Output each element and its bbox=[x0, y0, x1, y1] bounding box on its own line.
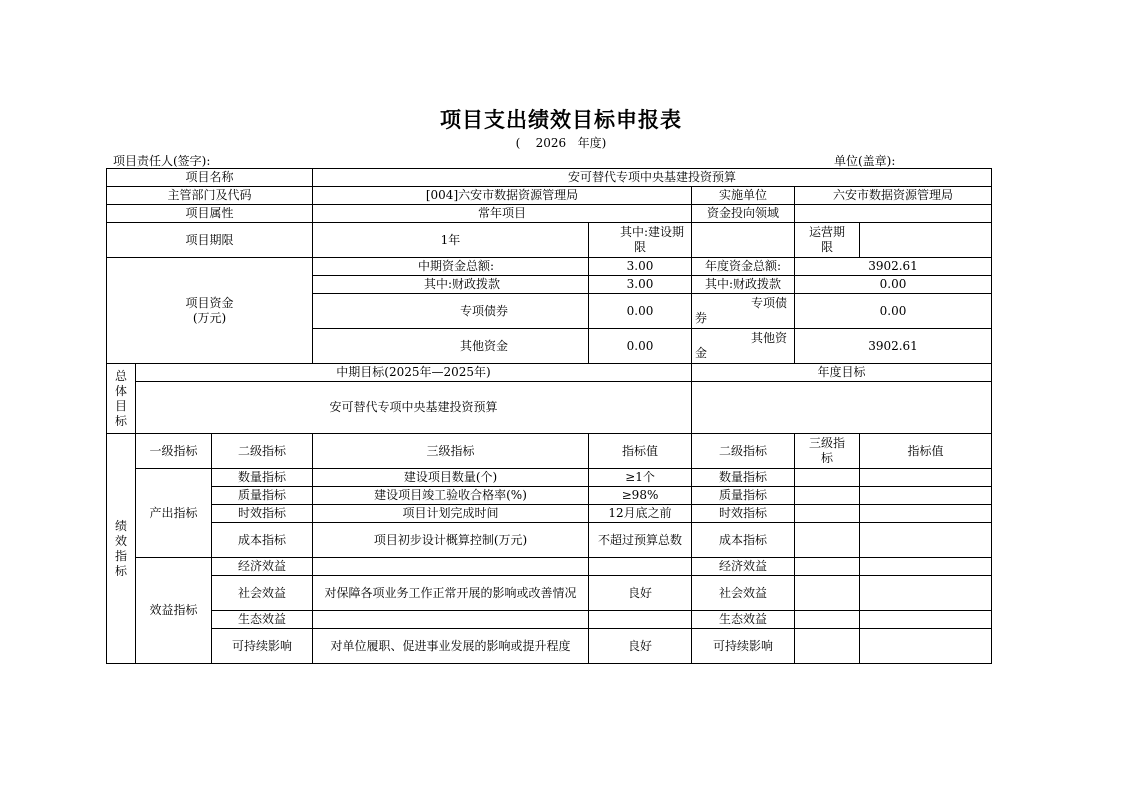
year-bond-value: 0.00 bbox=[795, 294, 992, 329]
level2-cell: 质量指标 bbox=[212, 487, 313, 505]
level2-year-cell: 社会效益 bbox=[692, 576, 795, 611]
level3-cell: 建设项目数量(个) bbox=[313, 469, 589, 487]
impl-value: 六安市数据资源管理局 bbox=[795, 187, 992, 205]
page-title: 项目支出绩效目标申报表 bbox=[440, 107, 682, 132]
attr-value: 常年项目 bbox=[313, 205, 692, 223]
level3-year-cell bbox=[795, 523, 860, 558]
year-suffix: 年度) bbox=[577, 136, 607, 150]
table-row bbox=[107, 629, 992, 664]
ops-period-label: 运营期 限 bbox=[795, 223, 860, 258]
mid-other-label: 其他资金 bbox=[313, 329, 589, 364]
year-goal-text bbox=[692, 382, 992, 434]
level2-year-cell: 时效指标 bbox=[692, 505, 795, 523]
value-cell: 不超过预算总数 bbox=[589, 523, 692, 558]
year-total-label: 年度资金总额: bbox=[692, 258, 795, 276]
value-year-cell bbox=[860, 576, 992, 611]
year-other-label: 其他资 金 bbox=[692, 329, 795, 364]
level2-cell: 生态效益 bbox=[212, 611, 313, 629]
level2-year-cell: 成本指标 bbox=[692, 523, 795, 558]
level2-cell: 时效指标 bbox=[212, 505, 313, 523]
value-cell bbox=[589, 558, 692, 576]
col-value-header: 指标值 bbox=[589, 434, 692, 469]
col-level3-year-header: 三级指 标 bbox=[795, 434, 860, 469]
value-cell: 12月底之前 bbox=[589, 505, 692, 523]
table-row bbox=[107, 558, 992, 576]
value-cell: ≥98% bbox=[589, 487, 692, 505]
dept-value: [004]六安市数据资源管理局 bbox=[313, 187, 692, 205]
funds-label: 项目资金 (万元) bbox=[107, 258, 313, 364]
level2-year-cell: 可持续影响 bbox=[692, 629, 795, 664]
attr-label: 项目属性 bbox=[107, 205, 313, 223]
level3-year-cell bbox=[795, 505, 860, 523]
value-year-cell bbox=[860, 558, 992, 576]
level3-year-cell bbox=[795, 558, 860, 576]
col-value-year-header: 指标值 bbox=[860, 434, 992, 469]
level2-year-cell: 生态效益 bbox=[692, 611, 795, 629]
value-year-cell bbox=[860, 469, 992, 487]
year-total-value: 3902.61 bbox=[795, 258, 992, 276]
level3-cell bbox=[313, 558, 589, 576]
level3-cell: 对保障各项业务工作正常开展的影响或改善情况 bbox=[313, 576, 589, 611]
overall-goals-label: 总 体 目 标 bbox=[107, 364, 136, 434]
dept-label: 主管部门及代码 bbox=[107, 187, 313, 205]
value-year-cell bbox=[860, 611, 992, 629]
responsible-label: 项目责任人(签字): bbox=[113, 154, 211, 168]
level2-cell: 数量指标 bbox=[212, 469, 313, 487]
level3-year-cell bbox=[795, 576, 860, 611]
mid-goal-header: 中期目标(2025年—2025年) bbox=[136, 364, 692, 382]
value-cell bbox=[589, 611, 692, 629]
build-period-label: 其中:建设期 限 bbox=[589, 223, 692, 258]
direction-label: 资金投向领域 bbox=[692, 205, 795, 223]
col-level3-header: 三级指标 bbox=[313, 434, 589, 469]
mid-fiscal-value: 3.00 bbox=[589, 276, 692, 294]
value-year-cell bbox=[860, 505, 992, 523]
level2-year-cell: 质量指标 bbox=[692, 487, 795, 505]
level2-year-cell: 数量指标 bbox=[692, 469, 795, 487]
performance-table bbox=[106, 168, 992, 664]
col-level2-header: 二级指标 bbox=[212, 434, 313, 469]
value-year-cell bbox=[860, 629, 992, 664]
level2-cell: 社会效益 bbox=[212, 576, 313, 611]
year-value: 2026 bbox=[535, 136, 567, 150]
mid-total-label: 中期资金总额: bbox=[313, 258, 589, 276]
direction-value bbox=[795, 205, 992, 223]
mid-other-value: 0.00 bbox=[589, 329, 692, 364]
build-period-value bbox=[692, 223, 795, 258]
value-cell: 良好 bbox=[589, 576, 692, 611]
performance-indicators-label: 绩 效 指 标 bbox=[107, 434, 136, 664]
mid-goal-text: 安可替代专项中央基建投资预算 bbox=[136, 382, 692, 434]
table-row bbox=[107, 505, 992, 523]
table-row bbox=[107, 523, 992, 558]
table-row bbox=[107, 611, 992, 629]
mid-bond-label: 专项债券 bbox=[313, 294, 589, 329]
level3-cell: 建设项目竣工验收合格率(%) bbox=[313, 487, 589, 505]
level2-cell: 成本指标 bbox=[212, 523, 313, 558]
level3-year-cell bbox=[795, 611, 860, 629]
mid-fiscal-label: 其中:财政拨款 bbox=[313, 276, 589, 294]
year-other-value: 3902.61 bbox=[795, 329, 992, 364]
col-level2-year-header: 二级指标 bbox=[692, 434, 795, 469]
level3-cell: 对单位履职、促进事业发展的影响或提升程度 bbox=[313, 629, 589, 664]
col-level1-header: 一级指标 bbox=[136, 434, 212, 469]
level3-year-cell bbox=[795, 487, 860, 505]
value-cell: 良好 bbox=[589, 629, 692, 664]
year-fiscal-value: 0.00 bbox=[795, 276, 992, 294]
year-fiscal-label: 其中:财政拨款 bbox=[692, 276, 795, 294]
level3-year-cell bbox=[795, 629, 860, 664]
value-year-cell bbox=[860, 523, 992, 558]
ops-period-value bbox=[860, 223, 992, 258]
project-name-label: 项目名称 bbox=[107, 169, 313, 187]
period-label: 项目期限 bbox=[107, 223, 313, 258]
impl-label: 实施单位 bbox=[692, 187, 795, 205]
benefit-indicators-label: 效益指标 bbox=[136, 558, 212, 664]
level3-cell: 项目计划完成时间 bbox=[313, 505, 589, 523]
level2-cell: 可持续影响 bbox=[212, 629, 313, 664]
level3-cell bbox=[313, 611, 589, 629]
level3-cell: 项目初步设计概算控制(万元) bbox=[313, 523, 589, 558]
level2-year-cell: 经济效益 bbox=[692, 558, 795, 576]
project-name-value: 安可替代专项中央基建投资预算 bbox=[313, 169, 992, 187]
year-line bbox=[0, 134, 1122, 151]
period-value: 1年 bbox=[313, 223, 589, 258]
table-row bbox=[107, 576, 992, 611]
year-open: ( bbox=[515, 136, 521, 150]
table-row bbox=[107, 487, 992, 505]
mid-bond-value: 0.00 bbox=[589, 294, 692, 329]
mid-total-value: 3.00 bbox=[589, 258, 692, 276]
table-row bbox=[107, 469, 992, 487]
year-bond-label: 专项债 券 bbox=[692, 294, 795, 329]
value-cell: ≥1个 bbox=[589, 469, 692, 487]
value-year-cell bbox=[860, 487, 992, 505]
unit-seal-label: 单位(盖章): bbox=[834, 154, 896, 168]
year-goal-header: 年度目标 bbox=[692, 364, 992, 382]
output-indicators-label: 产出指标 bbox=[136, 469, 212, 558]
level3-year-cell bbox=[795, 469, 860, 487]
level2-cell: 经济效益 bbox=[212, 558, 313, 576]
